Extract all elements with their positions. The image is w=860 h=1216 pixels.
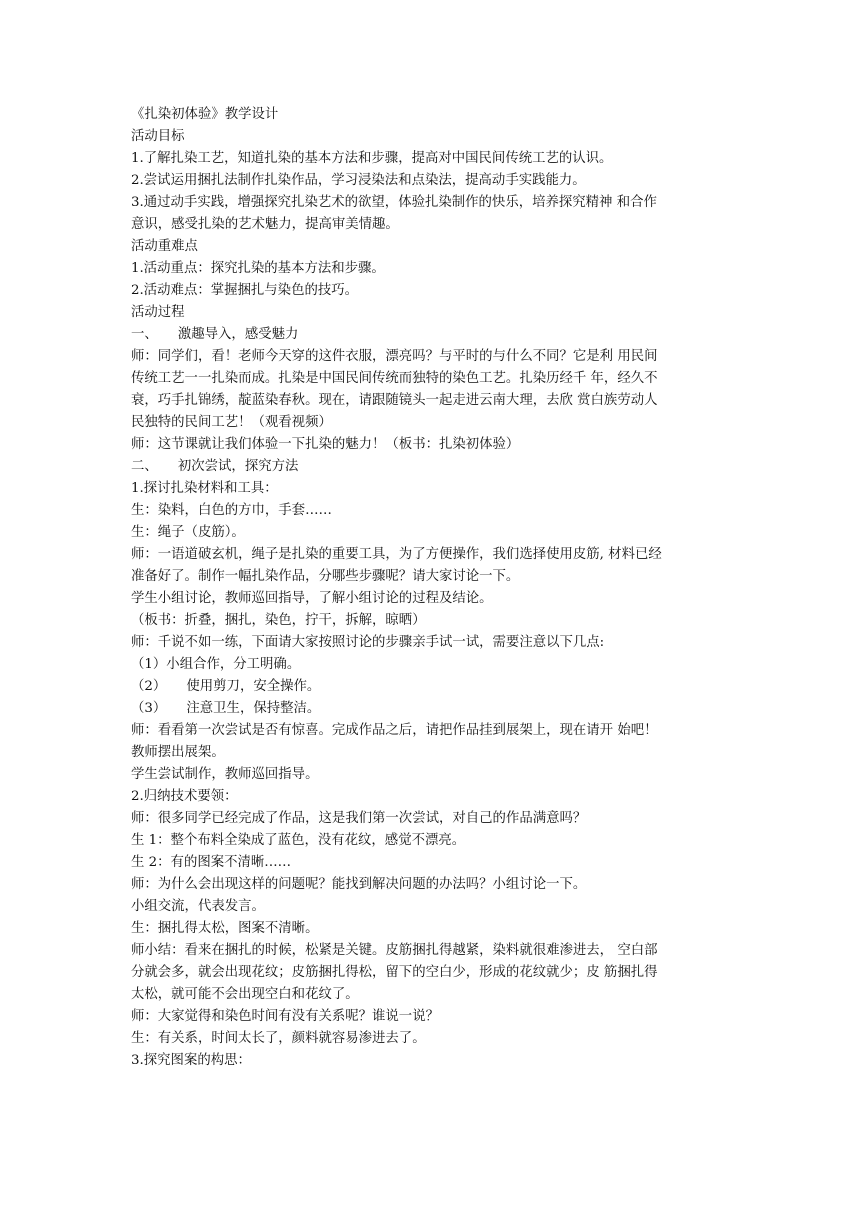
text-line: 生：染料，白色的方巾，手套…… [131, 503, 332, 518]
text-line: 太松，就可能不会出现空白和花纹了。 [131, 987, 359, 1002]
text-line: 师：很多同学已经完成了作品，这是我们第一次尝试，对自己的作品满意吗？ [131, 811, 587, 826]
text-line: 一、 激趣导入，感受魅力 [131, 327, 299, 342]
text-line: （板书：折叠，捆扎，染色，拧干，拆解，晾晒） [131, 613, 426, 628]
text-line: 2.活动难点：掌握捆扎与染色的技巧。 [131, 283, 359, 298]
text-line: 准备好了。制作一幅扎染作品，分哪些步骤呢？请大家讨论一下。 [131, 569, 520, 584]
text-line: 1.探讨扎染材料和工具： [131, 481, 278, 496]
text-line: 意识，感受扎染的艺术魅力，提高审美情趣。 [131, 217, 399, 232]
text-line: 二、 初次尝试，探究方法 [131, 459, 299, 474]
text-line: 师：大家觉得和染色时间有没有关系呢？谁说一说？ [131, 1009, 439, 1024]
text-line: 生：绳子（皮筋）。 [131, 525, 245, 540]
text-line: 生：捆扎得太松，图案不清晰。 [131, 921, 319, 936]
text-line: 2.归纳技术要领： [131, 789, 238, 804]
text-line: 师：这节课就让我们体验一下扎染的魅力！（板书：扎染初体验） [131, 437, 520, 452]
text-line: 民独特的民间工艺！（观看视频） [131, 415, 332, 430]
text-line: 1.活动重点：探究扎染的基本方法和步骤。 [131, 261, 385, 276]
text-line: 活动重难点 [131, 239, 198, 254]
text-line: 教师摆出展架。 [131, 745, 225, 760]
text-line: （3） 注意卫生，保持整洁。 [131, 701, 321, 716]
text-line: 1.了解扎染工艺，知道扎染的基本方法和步骤，提高对中国民间传统工艺的认识。 [131, 151, 613, 166]
text-line: 生 1：整个布料全染成了蓝色，没有花纹，感觉不漂亮。 [131, 833, 466, 848]
text-line: 活动过程 [131, 305, 185, 320]
text-line: 衰，巧手扎锦绣，靛蓝染春秋。现在，请跟随镜头一起走进云南大理，去欣 赏白族劳动人 [131, 393, 658, 408]
text-line: 学生尝试制作，教师巡回指导。 [131, 767, 319, 782]
text-line: （2） 使用剪刀，安全操作。 [131, 679, 321, 694]
text-line: 师小结：看来在捆扎的时候，松紧是关键。皮筋捆扎得越紧，染料就很难渗进去， 空白部 [131, 943, 658, 958]
text-line: 师：看看第一次尝试是否有惊喜。完成作品之后，请把作品挂到展架上，现在请开 始吧！ [131, 723, 658, 738]
document-page [131, 104, 731, 1072]
text-line: 师：同学们，看！老师今天穿的这件衣服，漂亮吗？与平时的与什么不同？它是利 用民间 [131, 349, 658, 364]
text-line: 师：为什么会出现这样的问题呢？能找到解决问题的办法吗？小组讨论一下。 [131, 877, 587, 892]
text-line: 生：有关系，时间太长了，颜料就容易渗进去了。 [131, 1031, 426, 1046]
text-line: 生 2：有的图案不清晰…… [131, 855, 292, 870]
text-line: 3.探究图案的构思： [131, 1053, 251, 1068]
text-line: 小组交流，代表发言。 [131, 899, 265, 914]
text-line: 师：千说不如一练，下面请大家按照讨论的步骤亲手试一试，需要注意以下几点: [131, 635, 605, 650]
text-line: 学生小组讨论，教师巡回指导，了解小组讨论的过程及结论。 [131, 591, 493, 606]
document-title: 《扎染初体验》教学设计 [131, 107, 279, 122]
text-line: 活动目标 [131, 129, 185, 144]
text-line: 师：一语道破玄机，绳子是扎染的重要工具，为了方便操作，我们选择使用皮筋, 材料已经 [131, 547, 662, 562]
text-line: 分就会多，就会出现花纹；皮筋捆扎得松，留下的空白少，形成的花纹就少；皮 筋捆扎得 [131, 965, 658, 980]
text-line: 2.尝试运用捆扎法制作扎染作品，学习浸染法和点染法，提高动手实践能力。 [131, 173, 586, 188]
text-line: 3.通过动手实践，增强探究扎染艺术的欲望，体验扎染制作的快乐，培养探究精神 和合作 [131, 195, 657, 210]
text-line: （1）小组合作，分工明确。 [131, 657, 301, 672]
text-line: 传统工艺一一扎染而成。扎染是中国民间传统而独特的染色工艺。扎染历经千 年，经久不 [131, 371, 658, 386]
